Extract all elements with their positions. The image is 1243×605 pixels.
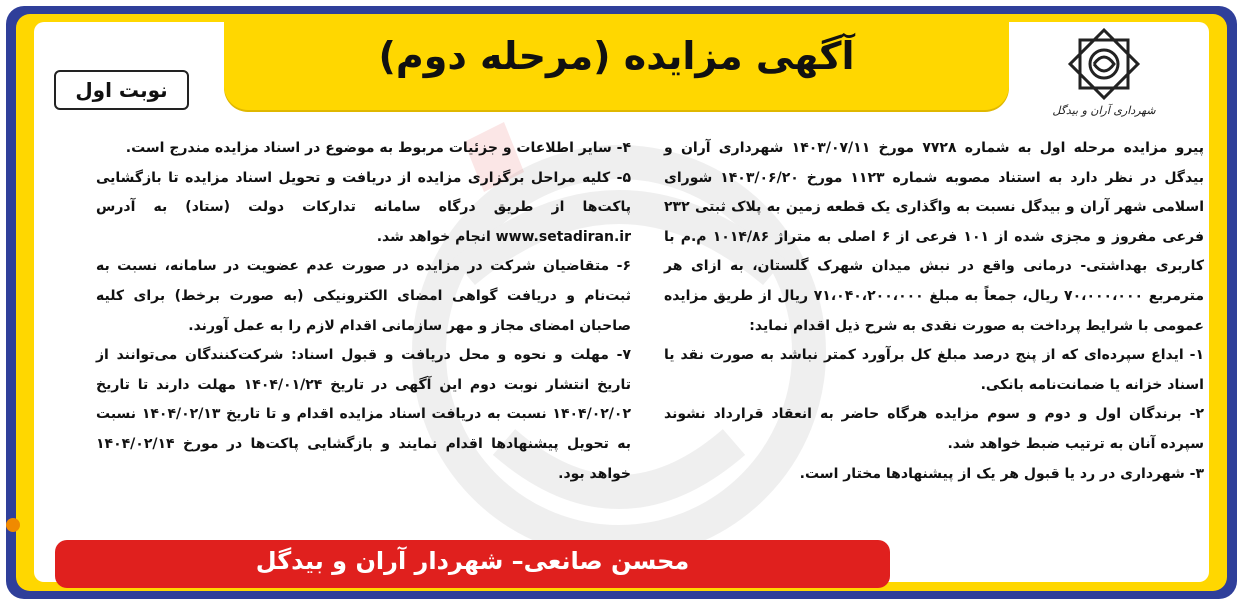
clause-6: ۶- متقاضیان شرکت در مزایده در صورت عدم عضویت در سامانه، نسبت به ثبت‌نام و دریافت گواهی امضای الکترونیکی (به صورت برخط) برای کلیه صاحبان امضای مجاز و مهر سازمانی اقدام لازم را به عمل آورند. — [96, 258, 631, 334]
left-text-column — [96, 134, 631, 489]
round-badge: نوبت اول — [54, 70, 189, 110]
logo-caption: شهرداری آران و بیدگل — [1052, 104, 1156, 117]
clause-5 — [96, 164, 631, 253]
setad-url-link[interactable]: www.setadiran.ir — [495, 228, 631, 245]
clause-1: ۱- ایداع سپرده‌ای که از پنج درصد مبلغ کل برآورد کمتر نباشد به صورت نقد یا اسناد خزانه یا ضمانت‌نامه بانکی. — [664, 347, 1204, 393]
municipality-logo — [1049, 28, 1159, 128]
clause-3: ۳- شهرداری در رد یا قبول هر یک از پیشنهادها مختار است. — [799, 465, 1204, 482]
title-banner — [224, 22, 1009, 110]
corner-dot — [6, 518, 20, 532]
municipality-emblem-icon — [1064, 28, 1144, 100]
intro-paragraph: پیرو مزایده مرحله اول به شماره ۷۷۲۸ مورخ ۱۴۰۳/۰۷/۱۱ شهرداری آران و بیدگل در نظر دارد به استناد مصوبه شماره ۱۱۲۳ مورخ ۱۴۰۳/۰۶/۲۰ شورای اسلامی شهر آران و بیدگل نسبت به واگذاری یک قطعه زمین به پلاک ثبتی ۲۳۲ فرعی مفروز و مجزی شده از ۱۰۱ فرعی از ۶ اصلی به متراژ ۱۰۱۴/۸۶ م.م با کاربری بهداشتی- درمانی واقع در نبش میدان شهرک گلستان، به ازای هر مترمربع ۷۰،۰۰۰،۰۰۰ ریال، جمعاً به مبلغ ۷۱،۰۴۰،۲۰۰،۰۰۰ ریال از طریق مزایده عمومی با شرایط پرداخت به صورت نقدی به شرح ذیل اقدام نماید: — [664, 140, 1205, 334]
clause-2: ۲- برندگان اول و دوم و سوم مزایده هرگاه حاضر به انعقاد قرارداد نشوند سپرده آنان به ترتیب ضبط خواهد شد. — [664, 406, 1204, 452]
clause-5-text: ۵- کلیه مراحل برگزاری مزایده از دریافت و تحویل اسناد مزایده تا بازگشایی پاکت‌ها از طریق درگاه سامانه تدارکات دولت (ستاد) به آدرس — [96, 169, 631, 216]
page-title: آگهی مزایده (مرحله دوم) — [378, 34, 855, 78]
signature-footer — [55, 540, 890, 588]
right-text-column — [664, 134, 1204, 489]
mayor-signature: محسن صانعی– شهردار آران و بیدگل — [255, 547, 690, 575]
clause-4: ۴- سایر اطلاعات و جزئیات مربوط به موضوع در اسناد مزایده مندرج است. — [125, 140, 631, 156]
clause-5-end: انجام خواهد شد. — [376, 228, 491, 245]
clause-7: ۷- مهلت و نحوه و محل دریافت و قبول اسناد: شرکت‌کنندگان می‌توانند از تاریخ انتشار نوبت دوم این آگهی در تاریخ ۱۴۰۴/۰۱/۲۴ مهلت دارند تا تاریخ ۱۴۰۴/۰۲/۰۲ نسبت به دریافت اسناد مزایده اقدام و تا تاریخ ۱۴۰۴/۰۲/۱۳ نسبت به تحویل پیشنهادها اقدام نمایند و بازگشایی پاکت‌ها در مورخ ۱۴۰۴/۰۲/۱۴ خواهد بود. — [96, 347, 632, 482]
content-panel — [34, 22, 1209, 582]
